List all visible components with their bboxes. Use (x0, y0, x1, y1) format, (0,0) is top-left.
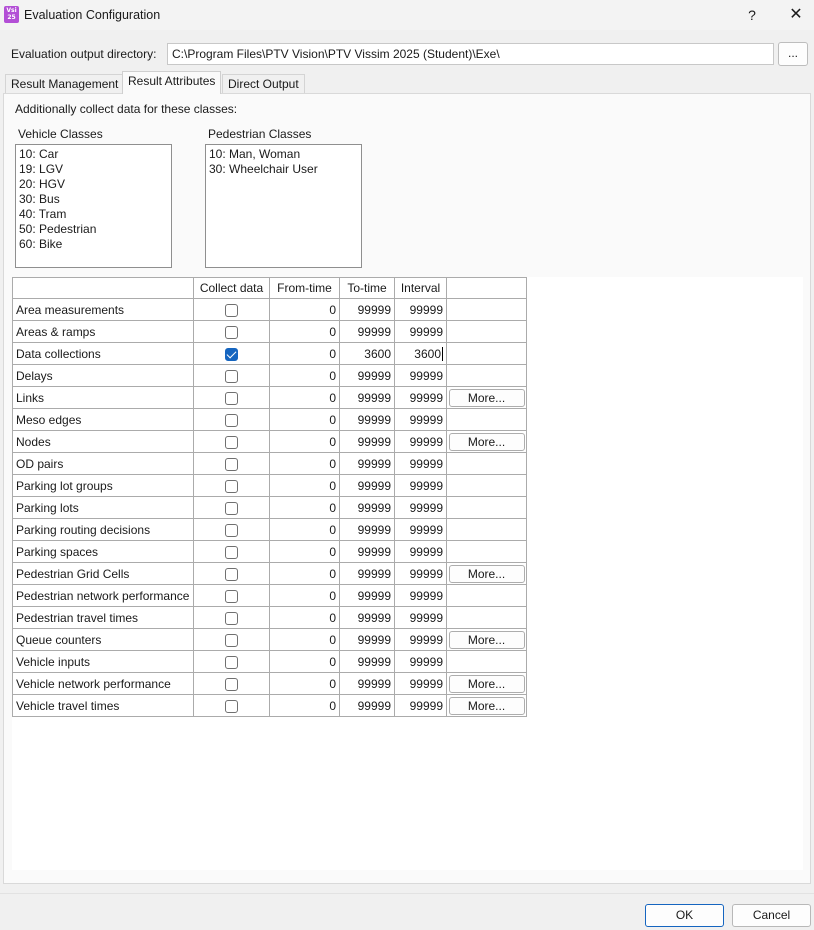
ok-button[interactable]: OK (645, 904, 724, 927)
more-button[interactable]: More... (449, 565, 525, 583)
row-name: Pedestrian Grid Cells (13, 563, 194, 585)
collect-data-checkbox[interactable] (225, 678, 238, 691)
interval-cell[interactable] (395, 365, 447, 387)
vehicle-classes-label: Vehicle Classes (18, 127, 103, 141)
interval-cell[interactable] (395, 321, 447, 343)
row-name: Parking routing decisions (13, 519, 194, 541)
more-cell (447, 541, 527, 563)
window-title: Evaluation Configuration (24, 8, 161, 22)
to-time-cell[interactable]: 99999 (340, 365, 395, 387)
collect-data-checkbox[interactable] (225, 524, 238, 537)
row-name: Vehicle inputs (13, 651, 194, 673)
collect-data-cell (194, 299, 270, 321)
header-collect-data[interactable]: Collect data (194, 278, 270, 299)
table-row (13, 431, 527, 453)
collect-data-checkbox[interactable] (225, 546, 238, 559)
interval-value: 99999 (409, 566, 443, 581)
row-name: Links (13, 387, 194, 409)
collect-data-cell (194, 541, 270, 563)
from-time-cell[interactable]: 0 (270, 299, 340, 321)
table-row (13, 695, 527, 717)
more-cell (447, 497, 527, 519)
interval-cell[interactable] (395, 409, 447, 431)
from-time-cell[interactable]: 0 (270, 519, 340, 541)
more-button[interactable]: More... (449, 675, 525, 693)
list-item[interactable]: 60: Bike (19, 237, 63, 251)
from-time-cell[interactable]: 0 (270, 585, 340, 607)
to-time-cell[interactable]: 3600 (340, 343, 395, 365)
more-button[interactable]: More... (449, 433, 525, 451)
interval-value: 99999 (409, 676, 443, 691)
header-interval[interactable]: Interval (395, 278, 447, 299)
list-item[interactable]: 50: Pedestrian (19, 222, 97, 236)
row-name: Delays (13, 365, 194, 387)
to-time-cell[interactable]: 99999 (340, 607, 395, 629)
to-time-cell[interactable]: 99999 (340, 475, 395, 497)
table-row (13, 365, 527, 387)
interval-cell[interactable] (395, 519, 447, 541)
from-time-cell[interactable]: 0 (270, 651, 340, 673)
row-name: Vehicle travel times (13, 695, 194, 717)
to-time-cell[interactable]: 99999 (340, 651, 395, 673)
interval-cell[interactable] (395, 651, 447, 673)
from-time-cell[interactable]: 0 (270, 343, 340, 365)
row-name: Parking lots (13, 497, 194, 519)
collect-data-cell (194, 409, 270, 431)
row-name: Vehicle network performance (13, 673, 194, 695)
collect-data-cell (194, 321, 270, 343)
pedestrian-classes-label: Pedestrian Classes (208, 127, 312, 141)
collect-data-cell (194, 629, 270, 651)
interval-cell[interactable] (395, 453, 447, 475)
collect-classes-label: Additionally collect data for these classes: (15, 102, 238, 116)
more-cell (447, 563, 527, 585)
interval-value: 99999 (409, 456, 443, 471)
interval-value: 3600 (414, 346, 441, 361)
help-button[interactable]: ? (748, 7, 756, 23)
to-time-cell[interactable]: 99999 (340, 321, 395, 343)
collect-data-checkbox[interactable] (225, 392, 238, 405)
to-time-cell[interactable]: 99999 (340, 519, 395, 541)
row-name: Area measurements (13, 299, 194, 321)
more-cell (447, 431, 527, 453)
tab-result-management[interactable]: Result Management (5, 74, 124, 94)
row-name: Areas & ramps (13, 321, 194, 343)
list-item[interactable]: 10: Car (19, 147, 59, 161)
more-button[interactable]: More... (449, 697, 525, 715)
interval-value: 99999 (409, 522, 443, 537)
table-header-row (13, 278, 527, 299)
vehicle-classes-list[interactable] (15, 144, 172, 268)
more-cell (447, 299, 527, 321)
from-time-cell[interactable]: 0 (270, 453, 340, 475)
interval-cell[interactable] (395, 343, 447, 365)
collect-data-checkbox[interactable] (225, 348, 238, 361)
interval-cell[interactable] (395, 673, 447, 695)
to-time-cell[interactable]: 99999 (340, 673, 395, 695)
result-attributes-grid-area (12, 277, 803, 870)
collect-data-checkbox[interactable] (225, 700, 238, 713)
collect-data-checkbox[interactable] (225, 568, 238, 581)
row-name: Parking lot groups (13, 475, 194, 497)
interval-value: 99999 (409, 632, 443, 647)
to-time-cell[interactable]: 99999 (340, 409, 395, 431)
table-row (13, 343, 527, 365)
interval-cell[interactable] (395, 629, 447, 651)
collect-data-checkbox[interactable] (225, 502, 238, 515)
to-time-cell[interactable]: 99999 (340, 299, 395, 321)
collect-data-cell (194, 585, 270, 607)
more-cell (447, 321, 527, 343)
table-row (13, 541, 527, 563)
collect-data-cell (194, 343, 270, 365)
from-time-cell[interactable]: 0 (270, 321, 340, 343)
header-more (447, 278, 527, 299)
collect-data-checkbox[interactable] (225, 370, 238, 383)
table-row (13, 387, 527, 409)
from-time-cell[interactable]: 0 (270, 607, 340, 629)
from-time-cell[interactable]: 0 (270, 409, 340, 431)
from-time-cell[interactable]: 0 (270, 475, 340, 497)
interval-value: 99999 (409, 588, 443, 603)
more-button[interactable]: More... (449, 389, 525, 407)
from-time-cell[interactable]: 0 (270, 541, 340, 563)
result-attributes-table (12, 277, 527, 717)
row-name: Nodes (13, 431, 194, 453)
to-time-cell[interactable]: 99999 (340, 453, 395, 475)
collect-data-cell (194, 563, 270, 585)
vissim-app-icon: Vsi 25 (4, 6, 19, 23)
interval-cell[interactable] (395, 431, 447, 453)
interval-cell[interactable] (395, 475, 447, 497)
table-row (13, 321, 527, 343)
table-row (13, 497, 527, 519)
to-time-cell[interactable]: 99999 (340, 563, 395, 585)
more-cell (447, 651, 527, 673)
interval-cell[interactable] (395, 563, 447, 585)
more-cell (447, 365, 527, 387)
header-to-time[interactable]: To-time (340, 278, 395, 299)
interval-value: 99999 (409, 698, 443, 713)
from-time-cell[interactable]: 0 (270, 431, 340, 453)
more-cell (447, 585, 527, 607)
collect-data-checkbox[interactable] (225, 304, 238, 317)
table-row (13, 519, 527, 541)
close-button[interactable]: ✕ (789, 6, 803, 23)
collect-data-cell (194, 519, 270, 541)
collect-data-cell (194, 651, 270, 673)
list-item[interactable]: 40: Tram (19, 207, 67, 221)
header-from-time[interactable]: From-time (270, 278, 340, 299)
more-cell (447, 673, 527, 695)
collect-data-checkbox[interactable] (225, 656, 238, 669)
interval-value: 99999 (409, 610, 443, 625)
row-name: Meso edges (13, 409, 194, 431)
row-name: Queue counters (13, 629, 194, 651)
to-time-cell[interactable]: 99999 (340, 585, 395, 607)
interval-value: 99999 (409, 544, 443, 559)
collect-data-cell (194, 695, 270, 717)
from-time-cell[interactable]: 0 (270, 387, 340, 409)
table-row (13, 563, 527, 585)
tab-direct-output[interactable]: Direct Output (222, 74, 305, 94)
more-cell (447, 629, 527, 651)
interval-cell[interactable] (395, 387, 447, 409)
from-time-cell[interactable]: 0 (270, 695, 340, 717)
list-item[interactable]: 30: Wheelchair User (209, 162, 318, 176)
interval-value: 99999 (409, 302, 443, 317)
table-row (13, 607, 527, 629)
more-button[interactable]: More... (449, 631, 525, 649)
interval-value: 99999 (409, 500, 443, 515)
collect-data-cell (194, 365, 270, 387)
interval-value: 99999 (409, 390, 443, 405)
pedestrian-classes-list[interactable] (205, 144, 362, 268)
more-cell (447, 453, 527, 475)
from-time-cell[interactable]: 0 (270, 365, 340, 387)
list-item[interactable]: 10: Man, Woman (209, 147, 301, 161)
interval-value: 99999 (409, 654, 443, 669)
interval-cell[interactable] (395, 541, 447, 563)
more-cell (447, 409, 527, 431)
collect-data-cell (194, 607, 270, 629)
collect-data-checkbox[interactable] (225, 436, 238, 449)
tab-result-attributes[interactable]: Result Attributes (122, 71, 221, 94)
title-bar (0, 0, 814, 30)
to-time-cell[interactable]: 99999 (340, 629, 395, 651)
collect-data-checkbox[interactable] (225, 326, 238, 339)
table-row (13, 651, 527, 673)
output-directory-input[interactable] (167, 43, 774, 65)
interval-cell[interactable] (395, 299, 447, 321)
header-object-type (13, 278, 194, 299)
row-name: Pedestrian travel times (13, 607, 194, 629)
to-time-cell[interactable]: 99999 (340, 431, 395, 453)
collect-data-checkbox[interactable] (225, 612, 238, 625)
interval-cell[interactable] (395, 695, 447, 717)
more-cell (447, 343, 527, 365)
collect-data-cell (194, 431, 270, 453)
collect-data-checkbox[interactable] (225, 414, 238, 427)
from-time-cell[interactable]: 0 (270, 629, 340, 651)
to-time-cell[interactable]: 99999 (340, 497, 395, 519)
row-name: Pedestrian network performance (13, 585, 194, 607)
collect-data-cell (194, 387, 270, 409)
more-cell (447, 607, 527, 629)
table-row (13, 475, 527, 497)
from-time-cell[interactable]: 0 (270, 673, 340, 695)
table-row (13, 453, 527, 475)
more-cell (447, 387, 527, 409)
collect-data-cell (194, 497, 270, 519)
from-time-cell[interactable]: 0 (270, 563, 340, 585)
collect-data-checkbox[interactable] (225, 458, 238, 471)
to-time-cell[interactable]: 99999 (340, 695, 395, 717)
collect-data-cell (194, 673, 270, 695)
more-cell (447, 695, 527, 717)
interval-cell[interactable] (395, 585, 447, 607)
row-name: Parking spaces (13, 541, 194, 563)
more-cell (447, 519, 527, 541)
interval-value: 99999 (409, 478, 443, 493)
interval-value: 99999 (409, 434, 443, 449)
interval-value: 99999 (409, 368, 443, 383)
list-item[interactable]: 19: LGV (19, 162, 64, 176)
more-cell (447, 475, 527, 497)
table-row (13, 673, 527, 695)
collect-data-checkbox[interactable] (225, 590, 238, 603)
table-row (13, 299, 527, 321)
interval-cell[interactable] (395, 607, 447, 629)
interval-cell[interactable] (395, 497, 447, 519)
cancel-button[interactable]: Cancel (732, 904, 811, 927)
collect-data-checkbox[interactable] (225, 634, 238, 647)
list-item[interactable]: 20: HGV (19, 177, 66, 191)
row-name: Data collections (13, 343, 194, 365)
table-row (13, 585, 527, 607)
list-item[interactable]: 30: Bus (19, 192, 60, 206)
row-name: OD pairs (13, 453, 194, 475)
collect-data-checkbox[interactable] (225, 480, 238, 493)
collect-data-cell (194, 453, 270, 475)
from-time-cell[interactable]: 0 (270, 497, 340, 519)
to-time-cell[interactable]: 99999 (340, 387, 395, 409)
collect-data-cell (194, 475, 270, 497)
table-row (13, 629, 527, 651)
interval-value: 99999 (409, 324, 443, 339)
table-row (13, 409, 527, 431)
browse-directory-button[interactable]: ... (778, 42, 808, 66)
to-time-cell[interactable]: 99999 (340, 541, 395, 563)
output-directory-label: Evaluation output directory: (11, 47, 157, 61)
interval-value: 99999 (409, 412, 443, 427)
